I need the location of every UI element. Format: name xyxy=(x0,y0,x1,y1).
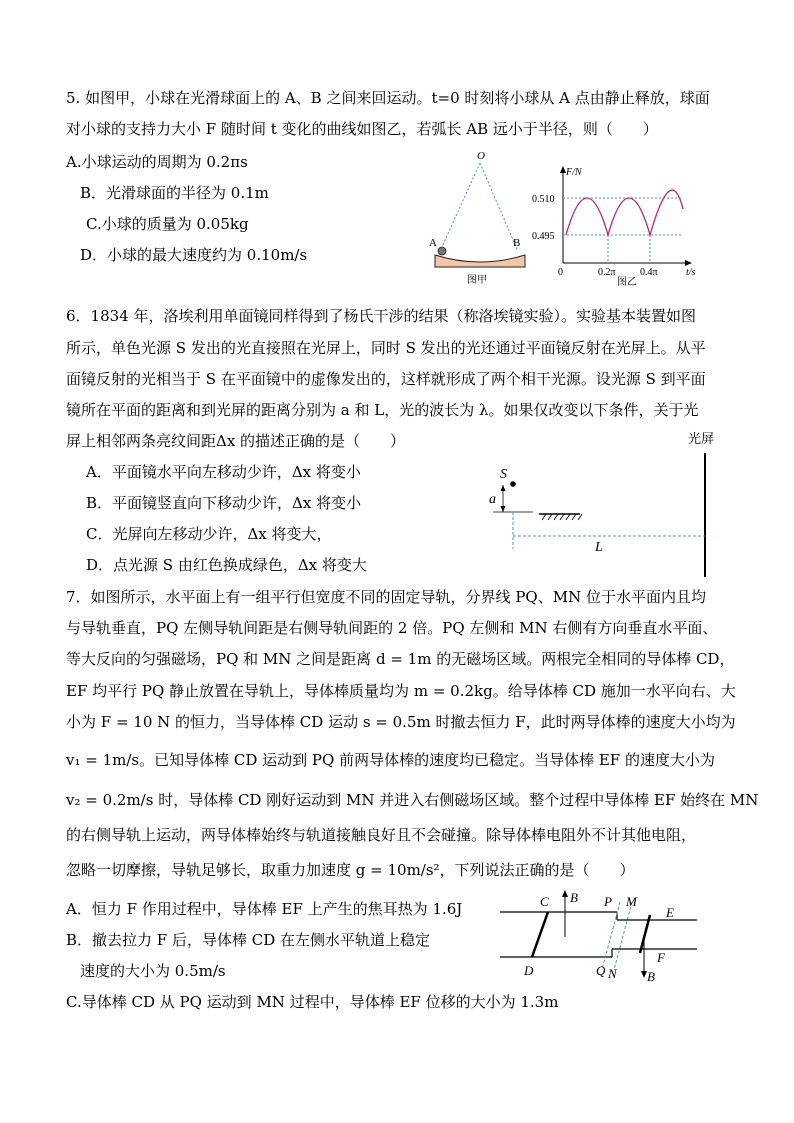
caption-yi: 图乙 xyxy=(617,277,637,288)
q7-line-8: 的右侧导轨上运动，两导体棒始终与轨道接触良好且不会碰撞。除导体棒电阻外不计其他电阻， xyxy=(66,826,697,844)
q5-option-c: C.小球的质量为 0.05kg xyxy=(86,215,249,233)
q7-line-2: 与导轨垂直，PQ 左侧导轨间距是右侧导轨间距的 2 倍。PQ 左侧和 MN 右侧有方向垂直水平面、 xyxy=(66,619,718,637)
q6-line-2: 所示，单色光源 S 发出的光直接照在光屏上，同时 S 发出的光还通过平面镜反射在光屏上。从平 xyxy=(66,339,706,357)
screen-label: 光屏 xyxy=(688,431,715,446)
q7-line-1: 7．如图所示，水平面上有一组平行但宽度不同的固定导轨，分界线 PQ、MN 位于水平面内且均 xyxy=(66,588,706,606)
q6-option-d: D．点光源 S 由红色换成绿色，Δx 将变大 xyxy=(86,556,367,574)
q7-option-b-cont: 速度的大小为 0.5m/s xyxy=(80,962,226,980)
q7-line-7: v₂ = 0.2m/s 时，导体棒 CD 刚好运动到 MN 并进入右侧磁场区域。整个过程中导体棒 EF 始终在 MN xyxy=(66,791,759,809)
q6-option-a: A．平面镜水平向左移动少许，Δx 将变小 xyxy=(86,463,361,481)
q7-option-c: C.导体棒 CD 从 PQ 运动到 MN 过程中，导体棒 EF 位移的大小为 1.3m xyxy=(66,993,559,1011)
ylabel: F/N xyxy=(566,167,582,178)
q6-line-1: 6．1834 年，洛埃利用单面镜同样得到了杨氏干涉的结果（称洛埃镜实验）。实验基本装置如图 xyxy=(66,307,696,325)
q5-line-2: 对小球的支持力大小 F 随时间 t 变化的曲线如图乙，若弧长 AB 远小于半径，则（ ） xyxy=(66,120,658,138)
q7-option-a: A．恒力 F 作用过程中，导体棒 EF 上产生的焦耳热为 1.6J xyxy=(66,900,463,918)
q6-line-4: 镜所在平面的距离和到光屏的距离分别为 a 和 L，光的波长为 λ。如果仅改变以下条件，关于光 xyxy=(66,401,699,419)
label-b-up: B xyxy=(570,890,578,905)
q5-figure-jia xyxy=(425,145,540,290)
x-origin: 0 xyxy=(558,267,563,278)
ball xyxy=(438,247,446,255)
light-source xyxy=(510,481,516,487)
label-a: A xyxy=(429,237,437,249)
q6-line-3: 面镜反射的光相当于 S 在平面镜中的虚像发出的，这样就形成了两个相干光源。设光源 S 到平面 xyxy=(66,370,706,388)
q5-option-a: A.小球运动的周期为 0.2πs xyxy=(66,153,248,171)
x-tick-2: 0.4π xyxy=(640,267,658,278)
q6-option-b: B．平面镜竖直向下移动少许，Δx 将变小 xyxy=(86,494,362,512)
q5-option-b: B．光滑球面的半径为 0.1m xyxy=(80,184,269,202)
label-o: O xyxy=(477,150,485,162)
label-b: B xyxy=(513,237,521,249)
label-d: D xyxy=(524,963,534,978)
x-tick-1: 0.2π xyxy=(598,267,616,278)
q7-line-5: 小为 F = 10 N 的恒力，当导体棒 CD 运动 s = 0.5m 时撤去恒力 F，此时两导体棒的速度大小均为 xyxy=(66,713,736,731)
field-up-arrow xyxy=(562,890,568,897)
rod-cd xyxy=(532,912,548,957)
q7-line-4: EF 均平行 PQ 静止放置在导轨上，导体棒质量均为 m = 0.2kg。给导体棒 CD 施加一水平向右、大 xyxy=(66,682,736,700)
distance-a: a xyxy=(489,492,496,507)
rod-ef xyxy=(640,915,650,953)
q7-figure xyxy=(492,882,712,987)
q7-line-6: v₁ = 1m/s。已知导体棒 CD 运动到 PQ 前两导体棒的速度均已稳定。当导体棒 EF 的速度大小为 xyxy=(66,751,715,769)
y-tick-lo: 0.495 xyxy=(532,231,555,242)
label-p: P xyxy=(604,894,612,909)
force-curve xyxy=(566,190,683,235)
source-label: S xyxy=(500,467,507,482)
q6-figure xyxy=(485,425,725,580)
caption-jia: 图甲 xyxy=(467,275,487,286)
label-m: M xyxy=(626,894,637,909)
q7-line-3: 等大反向的匀强磁场，PQ 和 MN 之间是距离 d = 1m 的无磁场区域。两根完全相同的导体棒 CD， xyxy=(66,650,735,668)
label-q: Q xyxy=(596,963,606,978)
q7-option-b: B．撤去拉力 F 后，导体棒 CD 在左侧水平轨道上稳定 xyxy=(66,931,431,949)
distance-l: L xyxy=(595,540,603,555)
y-tick-hi: 0.510 xyxy=(532,194,555,205)
label-n: N xyxy=(608,966,617,981)
label-c: C xyxy=(540,894,549,909)
label-f: F xyxy=(657,950,665,965)
q5-figure-yi xyxy=(528,163,708,288)
q6-option-c: C．光屏向左移动少许，Δx 将变大， xyxy=(86,525,332,543)
label-b-down: B xyxy=(647,969,655,984)
q5-option-d: D．小球的最大速度约为 0.10m/s xyxy=(80,246,308,264)
xlabel: t/s xyxy=(686,267,696,278)
q7-line-9: 忽略一切摩擦，导轨足够长，取重力加速度 g = 10m/s²，下列说法正确的是（ ） xyxy=(66,861,635,879)
q6-line-5: 屏上相邻两条亮纹间距Δx 的描述正确的是（ ） xyxy=(66,432,406,450)
label-e: E xyxy=(666,905,674,920)
q5-line-1: 5. 如图甲，小球在光滑球面上的 A、B 之间来回运动。t=0 时刻将小球从 A 点由静止释放，球面 xyxy=(66,89,710,107)
